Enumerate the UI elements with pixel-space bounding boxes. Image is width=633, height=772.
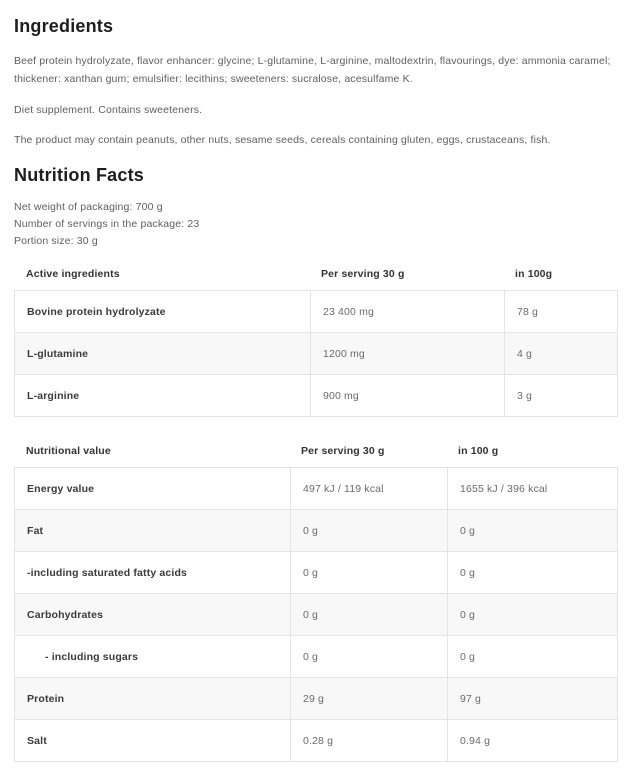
- nutrition-facts-heading: Nutrition Facts: [14, 165, 145, 185]
- nutrient-name: Salt: [27, 735, 47, 747]
- supplement-note-text: Diet supplement. Contains sweeteners.: [14, 104, 203, 116]
- column-header-per-100g: in 100g: [515, 268, 553, 280]
- active-ingredients-table-header: [14, 262, 618, 290]
- column-header-active-ingredients: Active ingredients: [26, 268, 120, 280]
- per-100g-value: 0.94 g: [447, 720, 617, 761]
- per-serving-value: 0.28 g: [290, 720, 447, 761]
- nutrient-name: Fat: [27, 525, 44, 537]
- column-header-nutritional-value: Nutritional value: [26, 445, 111, 457]
- ingredients-heading: Ingredients: [14, 16, 114, 36]
- table-row: [15, 551, 617, 593]
- per-serving-value: 1200 mg: [310, 333, 504, 374]
- per-100g-value: 4 g: [504, 333, 617, 374]
- table-row: [15, 374, 617, 416]
- package-meta-block: [14, 199, 618, 250]
- per-serving-value: 29 g: [290, 678, 447, 719]
- table-row: [15, 719, 617, 761]
- nutrient-name: Energy value: [27, 483, 95, 495]
- nutrient-name: - including sugars: [45, 651, 139, 663]
- table-row: [15, 509, 617, 551]
- active-ingredients-table: [14, 290, 618, 417]
- per-100g-value: 78 g: [504, 291, 617, 332]
- column-header-per-100g: in 100 g: [458, 445, 499, 457]
- per-100g-value: 97 g: [447, 678, 617, 719]
- per-serving-value: 900 mg: [310, 375, 504, 416]
- per-serving-value: 0 g: [290, 510, 447, 551]
- ingredient-name: Bovine protein hydrolyzate: [27, 306, 166, 318]
- nutrient-name: Carbohydrates: [27, 609, 104, 621]
- table-row: [15, 468, 617, 509]
- per-100g-value: 0 g: [447, 636, 617, 677]
- table-row: [15, 291, 617, 332]
- ingredient-name: L-glutamine: [27, 348, 89, 360]
- per-100g-value: 0 g: [447, 552, 617, 593]
- per-serving-value: 0 g: [290, 594, 447, 635]
- table-row: [15, 635, 617, 677]
- per-100g-value: 1655 kJ / 396 kcal: [447, 468, 617, 509]
- nutritional-value-table: [14, 467, 618, 762]
- per-serving-value: 0 g: [290, 552, 447, 593]
- per-100g-value: 3 g: [504, 375, 617, 416]
- ingredients-composition-text: Beef protein hydrolyzate, flavor enhancer: glycine; L-glutamine, L-arginine, maltodextrin, flavourings, dye: ammonia caramel; thickener: xanthan gum; emulsifier: lecithins; sweeteners: sucralose, acesulfame K.: [14, 55, 611, 85]
- nutrient-name: Protein: [27, 693, 65, 705]
- nutrition-facts-section: [14, 165, 618, 762]
- per-serving-value: 0 g: [290, 636, 447, 677]
- portion-size-text: Portion size: 30 g: [14, 235, 98, 247]
- ingredient-name: L-arginine: [27, 390, 80, 402]
- net-weight-text: Net weight of packaging: 700 g: [14, 201, 163, 213]
- table-row: [15, 677, 617, 719]
- nutrient-name: -including saturated fatty acids: [27, 567, 187, 579]
- table-row: [15, 332, 617, 374]
- per-serving-value: 497 kJ / 119 kcal: [290, 468, 447, 509]
- servings-count-text: Number of servings in the package: 23: [14, 218, 200, 230]
- per-serving-value: 23 400 mg: [310, 291, 504, 332]
- column-header-per-serving: Per serving 30 g: [321, 268, 405, 280]
- nutritional-value-table-header: [14, 439, 618, 467]
- allergen-note-text: The product may contain peanuts, other nuts, sesame seeds, cereals containing gluten, eggs, crustaceans, fish.: [14, 134, 551, 146]
- ingredients-section: [14, 16, 618, 149]
- per-100g-value: 0 g: [447, 594, 617, 635]
- table-row: [15, 593, 617, 635]
- per-100g-value: 0 g: [447, 510, 617, 551]
- column-header-per-serving: Per serving 30 g: [301, 445, 385, 457]
